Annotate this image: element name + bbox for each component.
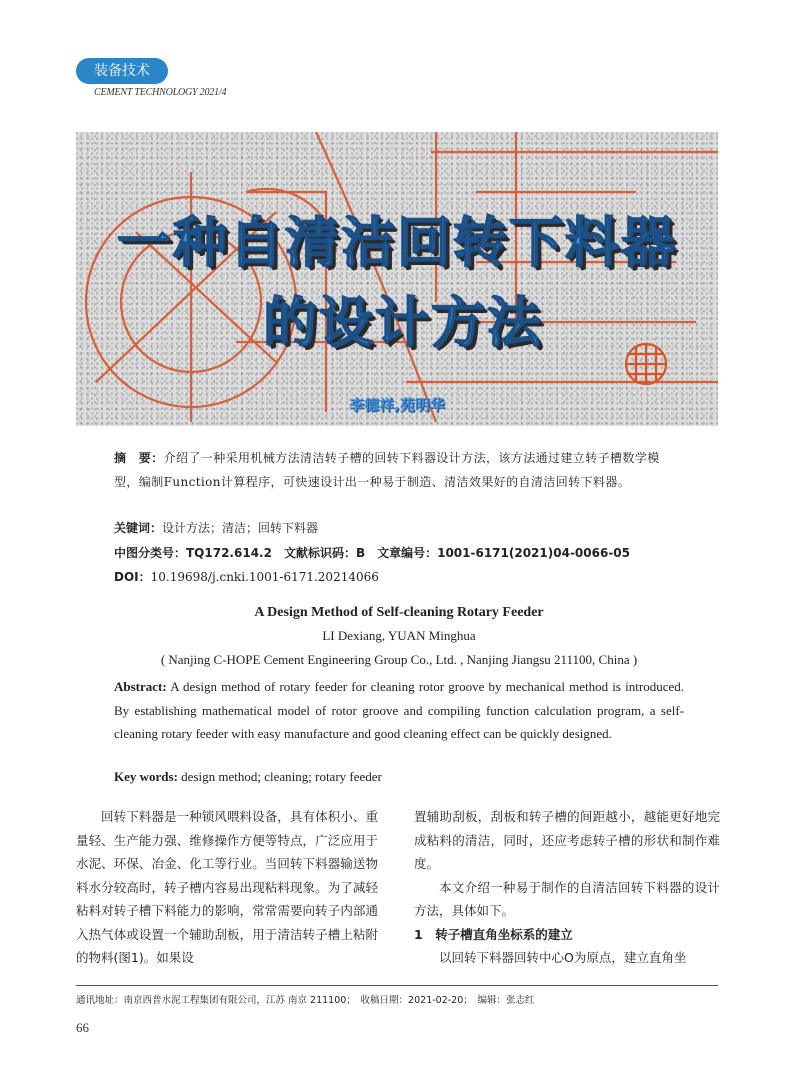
en-keywords-text: design method; cleaning; rotary feeder [177, 769, 382, 784]
body-paragraph: 本文介绍一种易于制作的自清洁回转下料器的设计方法，具体如下。 [414, 879, 720, 918]
body-paragraph: 回转下料器是一种锁风喂料设备，具有体积小、重量轻、生产能力强、维修操作方便等特点，广泛应用于水泥、环保、冶金、化工等行业。当回转下料器输送物料水分较高时，转子槽内容易出现粘料现象。为了减轻粘料对转子槽下料能力的影响，常常需要向转子内部通入热气体或设置一个辅助刮板，用于清洁转子槽上粘附的物料(图1)。如果设 [76, 809, 378, 965]
en-abstract [114, 675, 684, 746]
en-title: A Design Method of Self-cleaning Rotary Feeder [254, 605, 544, 620]
body-column-left [76, 805, 378, 970]
en-abstract-label: Abstract: [114, 679, 167, 694]
cn-authors: 李德祥,苑明华 [349, 396, 445, 414]
section-heading: 1 转子槽直角坐标系的建立 [414, 926, 573, 942]
en-authors: LI Dexiang, YUAN Minghua [322, 628, 476, 643]
body-paragraph: 置辅助刮板，刮板和转子槽的间距越小，越能更好地完成粘料的清洁，同时，还应考虑转子槽的形状和制作难度。 [414, 809, 720, 871]
en-affiliation: ( Nanjing C-HOPE Cement Engineering Group Co., Ltd. , Nanjing Jiangsu 211100, China ) [160, 652, 638, 667]
cn-keywords-text: 设计方法；清洁；回转下料器 [162, 521, 319, 535]
page-number: 66 [76, 1020, 89, 1035]
cn-title-line-1: 一种自清洁回转下料器 [117, 211, 677, 274]
cn-classification-line [114, 541, 684, 565]
cn-abstract-label: 摘 要： [114, 451, 164, 465]
en-keywords [114, 769, 684, 785]
body-paragraph: 以回转下料器回转中心O为原点，建立直角坐 [439, 950, 687, 965]
cn-keywords-label: 关键词： [114, 521, 163, 535]
technical-sketch-illustration [76, 132, 718, 426]
cn-keywords [114, 516, 684, 540]
en-abstract-text: A design method of rotary feeder for cleaning rotor groove by mechanical method is introduced. By establishing mathematical model of rotor groove and compiling function calculation program, a self-cleaning rotary feeder with easy manufacture and good cleaning effect can be quickly designed. [114, 679, 684, 741]
cn-doi-label: DOI： [114, 570, 151, 584]
journal-line: CEMENT TECHNOLOGY 2021/4 [94, 87, 227, 98]
body-column-right [414, 805, 720, 970]
cn-doi-value[interactable]: 10.19698/j.cnki.1001-6171.20214066 [150, 570, 379, 584]
footnote: 通讯地址：南京西普水泥工程集团有限公司，江苏 南京 211100； 收稿日期：2021-02-20； 编辑：张志红 [76, 995, 535, 1006]
footnote-divider [76, 985, 718, 986]
cn-doi [114, 565, 684, 589]
cn-abstract [114, 446, 684, 494]
cn-abstract-text: 介绍了一种采用机械方法清洁转子槽的回转下料器设计方法，该方法通过建立转子槽数学模型，编制Function计算程序，可快速设计出一种易于制造、清洁效果好的自清洁回转下料器。 [114, 451, 660, 489]
en-keywords-label: Key words: [114, 769, 178, 784]
cn-classification-text: 中图分类号：TQ172.614.2 文献标识码：B 文章编号：1001-6171(2021)04-0066-05 [114, 546, 631, 560]
title-banner [76, 132, 718, 426]
section-tag: 装备技术 [76, 58, 168, 84]
cn-title-line-2: 的设计方法 [263, 291, 543, 354]
